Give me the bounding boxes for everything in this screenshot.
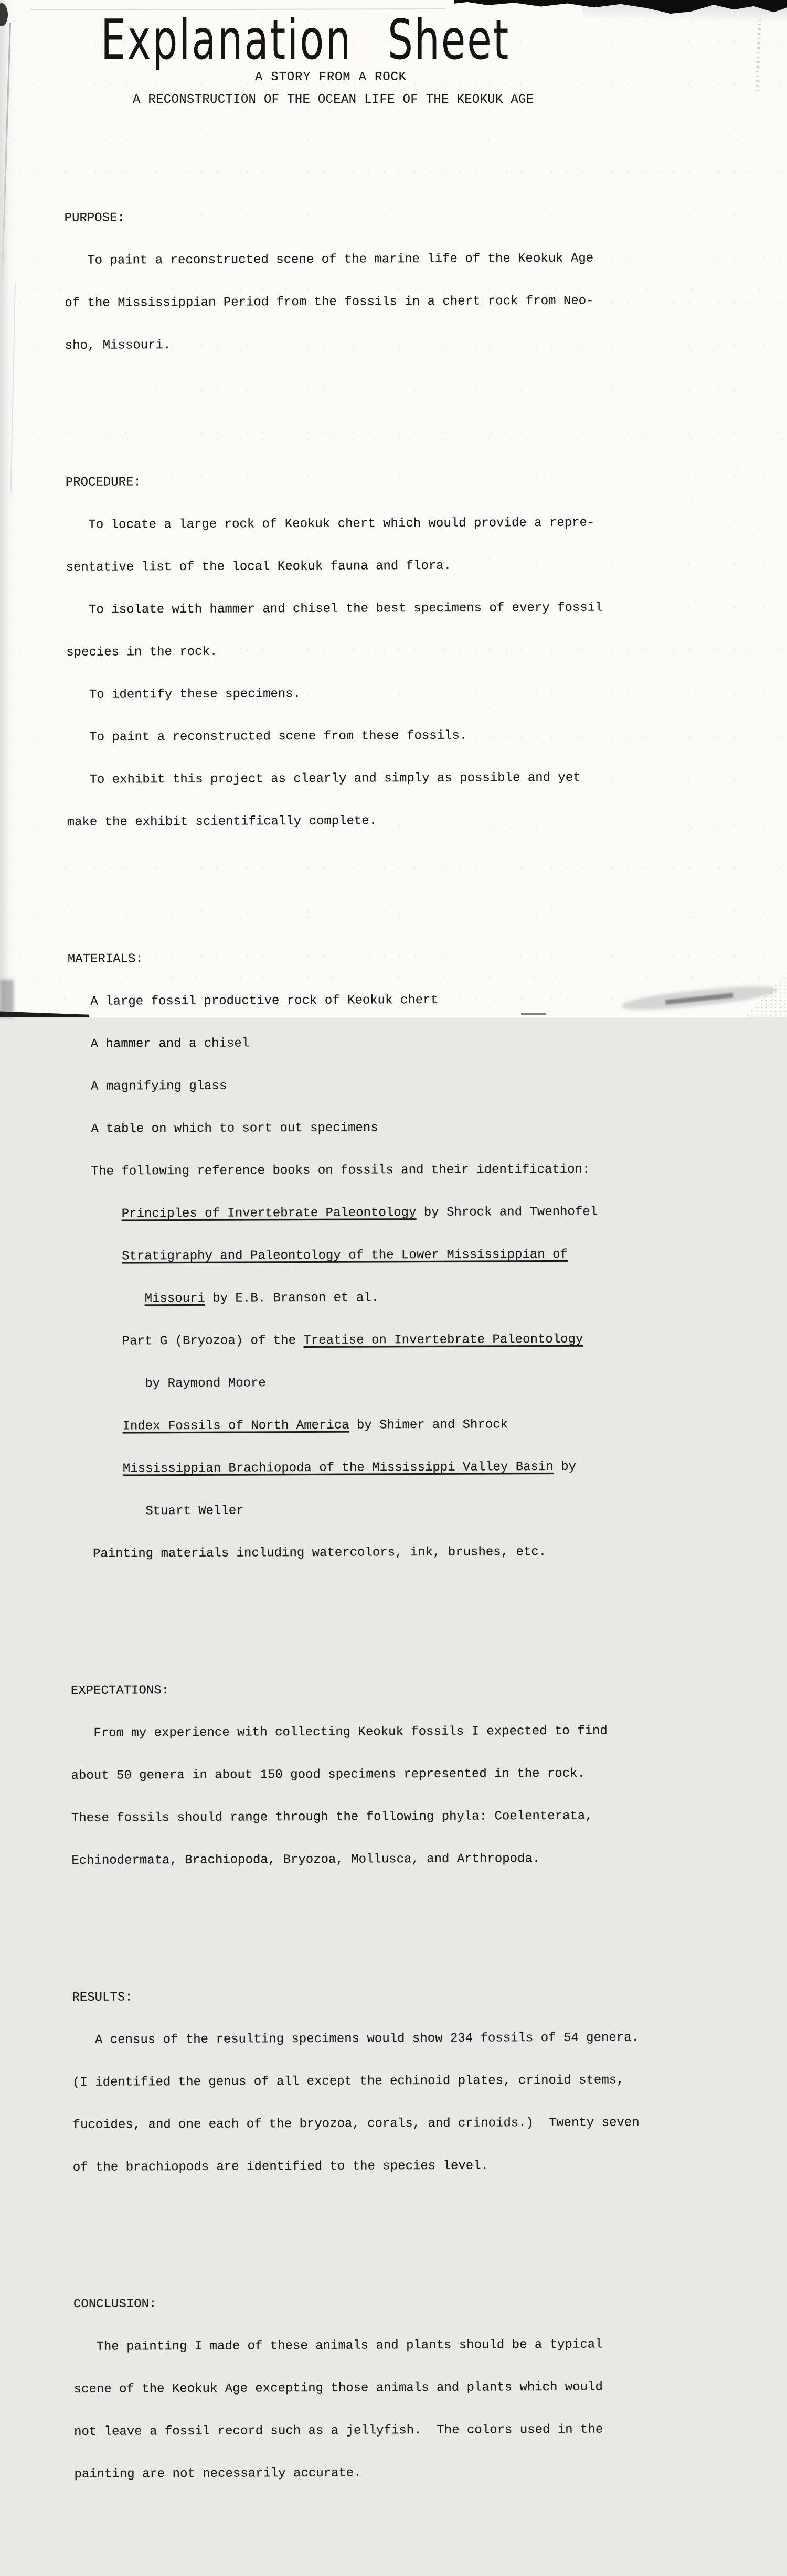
body-line: From my experience with collecting Keokuk fossils I expected to find [71,1724,721,1741]
reference-book-line [70,1502,720,1519]
book-author: by E.B. Branson et al. [205,1291,379,1305]
body-line: Painting materials including watercolors, ink, brushes, etc. [70,1544,721,1561]
body-line: of the brachiopods are identified to the species level. [73,2158,724,2175]
reference-book-line [70,1417,720,1434]
book-author: by [554,1460,576,1474]
book-title: Treatise on Invertebrate Paleontology [303,1333,583,1348]
body-line: A hammer and a chisel [68,1035,718,1051]
reference-book-line [69,1205,719,1221]
body-line: To identify these specimens. [67,685,717,702]
body-line: Echinodermata, Brachiopoda, Bryozoa, Mollusca, and Arthropoda. [71,1851,722,1868]
body-line: The following reference books on fossils and their identification: [69,1162,719,1179]
book-indent [70,1420,123,1434]
body-line: A census of the resulting specimens would show 234 fossils of 54 genera. [72,2031,723,2047]
section-purpose [64,180,716,381]
scan-artifact-top-right-shading [582,2,787,23]
book-indent [69,1250,122,1264]
body-line: To isolate with hammer and chisel the best specimens of every fossil [66,600,717,617]
book-author: by Shrock and Twenhofel [416,1205,598,1220]
book-title: Index Fossils of North America [122,1419,349,1434]
reference-book-line [69,1247,719,1264]
book-indent [69,1292,145,1306]
reference-book-line [69,1332,720,1349]
section-procedure [66,445,718,858]
body-line: These fossils should range through the following phyla: Coelenterata, [71,1809,722,1826]
section-heading-results: RESULTS: [72,1988,722,2005]
body-line: To locate a large rock of Keokuk chert which would provide a repre- [66,516,716,532]
body-line: make the exhibit scientifically complete. [67,813,718,830]
subtitle-story: A STORY FROM A ROCK [255,70,407,84]
book-indent: by Raymond Moore [69,1376,266,1391]
reference-book-line [69,1375,720,1391]
section-heading-procedure: PROCEDURE: [66,473,716,490]
section-heading-conclusion: CONCLUSION: [73,2295,724,2312]
page-title [101,8,523,56]
section-results [72,1960,724,2203]
page-title-text: Explanation Sheet [101,8,510,72]
body-line: The painting I made of these animals and plants should be a typical [73,2337,724,2354]
body-line: scene of the Keokuk Age excepting those animals and plants which would [74,2380,725,2397]
body-line: (I identified the genus of all except the echinoid plates, crinoid stems, [72,2073,723,2090]
book-title: Stratigraphy and Paleontology of the Lower Mississippian of [122,1248,568,1264]
body-line: A large fossil productive rock of Keokuk chert [68,992,718,1009]
body-line: about 50 genera in about 150 good specimens represented in the rock. [71,1766,722,1783]
subtitle-reconstruction: A RECONSTRUCTION OF THE OCEAN LIFE OF THE KEOKUK AGE [133,93,534,107]
body-line: fucoides, and one each of the bryozoa, corals, and crinoids.) Twenty seven [72,2116,723,2132]
section-conclusion [73,2267,725,2510]
book-indent [69,1207,122,1221]
body-line: painting are not necessarily accurate. [74,2465,725,2482]
book-title: Missouri [145,1292,205,1306]
book-indent [70,1462,123,1476]
body-line: of the Mississippian Period from the fossils in a chert rock from Neo- [65,294,715,310]
book-indent: Part G (Bryozoa) of the [69,1334,304,1349]
section-materials [68,921,721,1590]
body-line: A magnifying glass [68,1077,719,1094]
section-heading-expectations: EXPECTATIONS: [71,1681,721,1698]
book-author: by Shimer and Shrock [349,1418,508,1432]
book-title: Principles of Invertebrate Paleontology [122,1206,417,1221]
body-line: To exhibit this project as clearly and simply as possible and yet [67,770,717,787]
body-line: sho, Missouri. [65,336,716,353]
section-heading-purpose: PURPOSE: [65,209,715,226]
document-body [64,138,725,2576]
book-title: Mississippian Brachiopoda of the Mississippi Valley Basin [123,1460,554,1476]
body-line: To paint a reconstructed scene of the marine life of the Keokuk Age [65,251,715,268]
section-heading-materials: MATERIALS: [68,950,718,967]
scanned-document-page [0,0,787,1017]
body-line: To paint a reconstructed scene from these fossils. [67,728,717,745]
scan-artifact-left-edge-shading [0,0,16,1017]
body-line: sentative list of the local Keokuk fauna and flora. [66,558,716,575]
body-line: not leave a fossil record such as a jellyfish. The colors used in the [74,2422,725,2439]
body-line: species in the rock. [66,643,717,660]
section-expectations [71,1653,722,1896]
book-indent: Stuart Weller [70,1504,243,1519]
reference-book-line [69,1290,720,1306]
scan-artifact-right-edge-speckles [756,19,761,92]
body-line: A table on which to sort out specimens [68,1120,719,1136]
reference-book-line [70,1459,720,1476]
